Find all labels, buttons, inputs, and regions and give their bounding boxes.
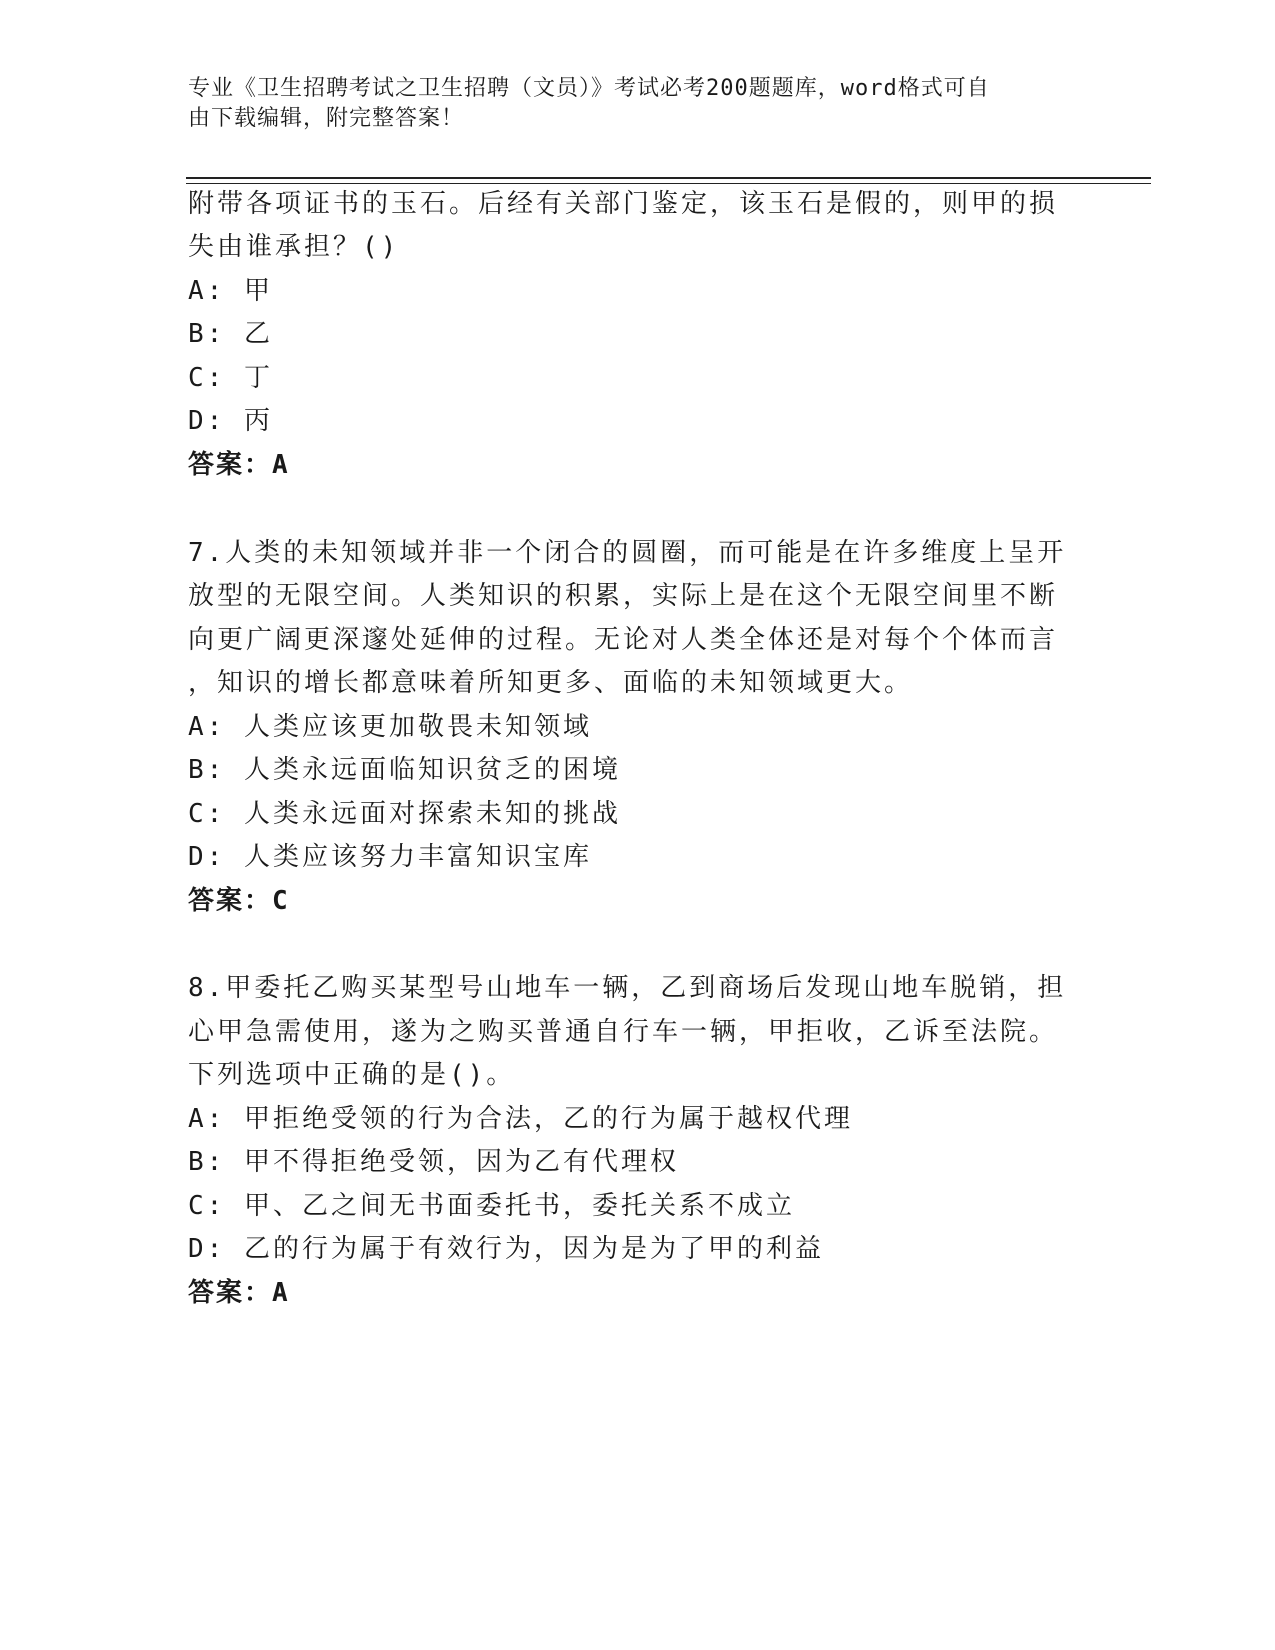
header-line-2: 由下载编辑，附完整答案！ [188,106,465,131]
q7-option-b: B: 人类永远面临知识贫乏的困境 [188,755,621,785]
q7-stem-line-4: ，知识的增长都意味着所知更多、面临的未知领域更大。 [188,668,914,698]
q6-option-c: C: 丁 [188,363,273,393]
q6-option-d: D: 丙 [188,406,273,436]
q6-option-a: A: 甲 [188,276,273,306]
q6-option-b: B: 乙 [188,319,273,349]
q7-stem-line-3: 向更广阔更深邃处延伸的过程。无论对人类全体还是对每个个体而言 [188,625,1059,655]
q8-stem-line-3: 下列选项中正确的是()。 [188,1060,516,1090]
q7-option-c: C: 人类永远面对探索未知的挑战 [188,799,621,829]
q7-answer: 答案：C [188,886,290,916]
q7-option-a: A: 人类应该更加敬畏未知领域 [188,712,592,742]
q8-option-c: C: 甲、乙之间无书面委托书，委托关系不成立 [188,1191,795,1221]
header-rule-thin [186,183,1151,184]
header-line-1: 专业《卫生招聘考试之卫生招聘（文员）》考试必考200题题库，word格式可自 [188,76,990,101]
header-rule-thick [186,177,1151,179]
q6-answer: 答案：A [188,450,290,480]
q8-option-a: A: 甲拒绝受领的行为合法，乙的行为属于越权代理 [188,1104,853,1134]
q7-stem-line-2: 放型的无限空间。人类知识的积累，实际上是在这个无限空间里不断 [188,581,1059,611]
q7-option-d: D: 人类应该努力丰富知识宝库 [188,842,592,872]
q8-answer: 答案：A [188,1278,290,1308]
q8-option-d: D: 乙的行为属于有效行为，因为是为了甲的利益 [188,1234,824,1264]
q8-stem-line-1: 8.甲委托乙购买某型号山地车一辆，乙到商场后发现山地车脱销，担 [188,973,1067,1003]
q8-option-b: B: 甲不得拒绝受领，因为乙有代理权 [188,1147,679,1177]
q6-stem-line-1: 附带各项证书的玉石。后经有关部门鉴定，该玉石是假的，则甲的损 [188,189,1059,219]
q8-stem-line-2: 心甲急需使用，遂为之购买普通自行车一辆，甲拒收，乙诉至法院。 [188,1017,1059,1047]
q7-stem-line-1: 7.人类的未知领域并非一个闭合的圆圈，而可能是在许多维度上呈开 [188,538,1067,568]
document-header [188,74,1068,134]
q6-stem-line-2: 失由谁承担？() [188,232,400,262]
